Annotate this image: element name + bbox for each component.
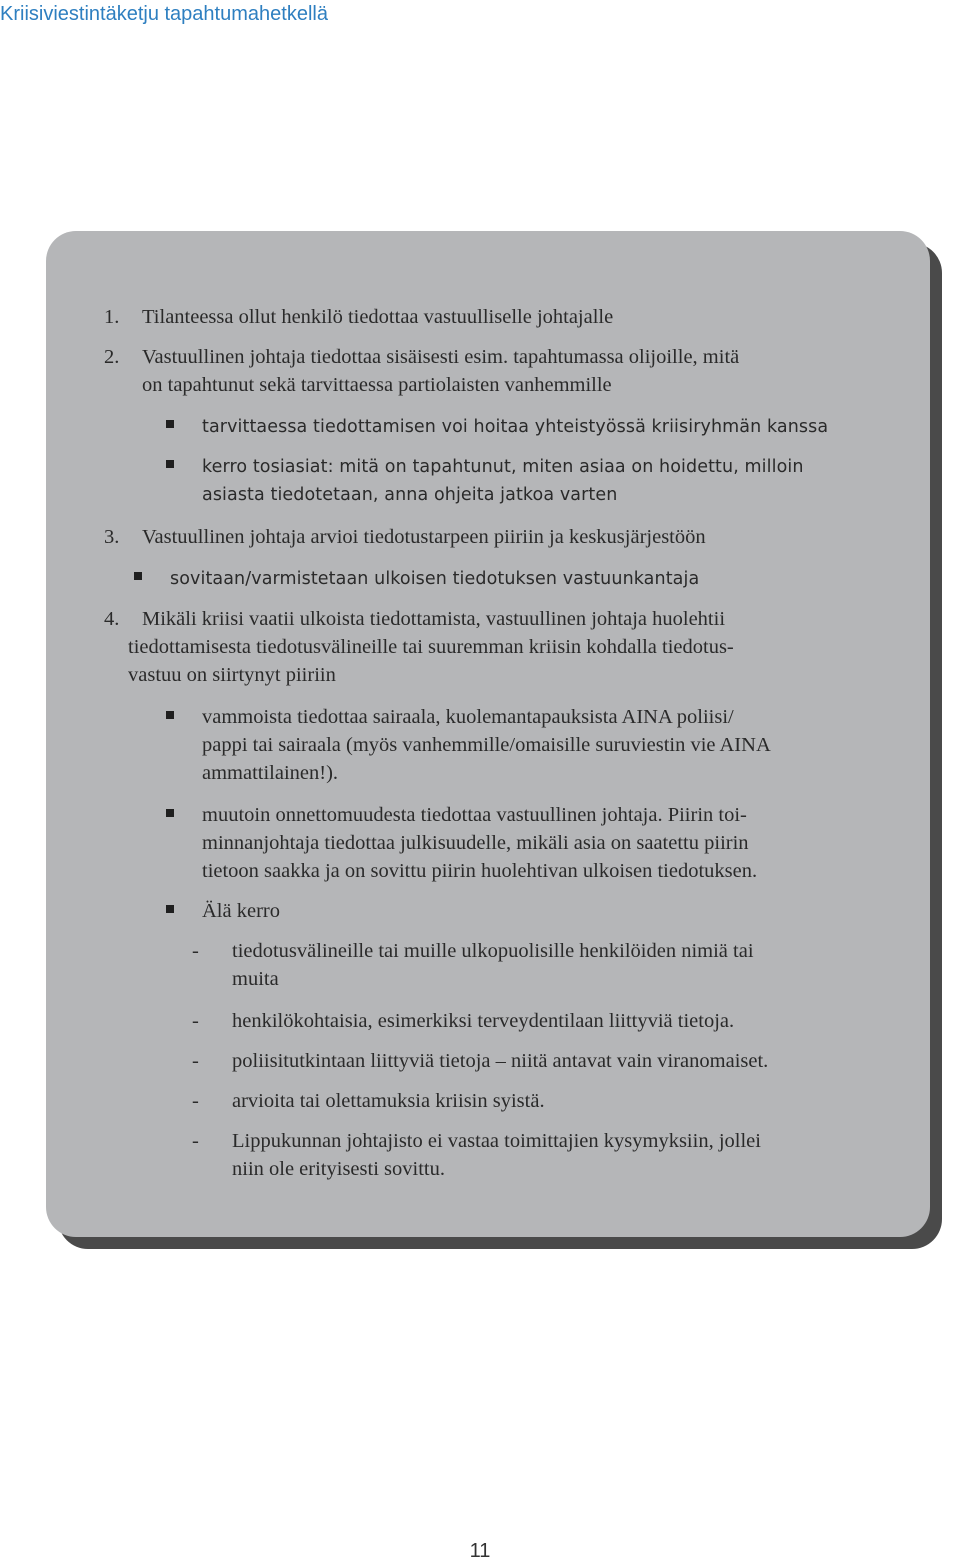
dash-item — [46, 1047, 930, 1075]
bullet-text: minnanjohtaja tiedottaa julkisuudelle, mikäli asia on saatettu piirin — [202, 832, 749, 854]
dash-item — [46, 1087, 930, 1115]
bullet-text: asiasta tiedotetaan, anna ohjeita jatkoa varten — [202, 485, 618, 505]
info-box-content — [46, 231, 930, 1237]
bullet-text: vammoista tiedottaa sairaala, kuolemantapauksista AINA poliisi/ — [202, 706, 734, 728]
bullet-item — [46, 565, 930, 593]
dash-text: muita — [232, 968, 279, 990]
square-bullet-icon — [166, 711, 174, 719]
bullet-text: muutoin onnettomuudesta tiedottaa vastuullinen johtaja. Piirin toi- — [202, 804, 747, 826]
bullet-item — [46, 453, 930, 509]
dash-item — [46, 1127, 930, 1183]
list-number: 2. — [104, 346, 120, 368]
list-number: 4. — [104, 608, 120, 630]
list-item-text: Mikäli kriisi vaatii ulkoista tiedottamista, vastuullinen johtaja huolehtii — [142, 608, 726, 630]
bullet-item — [46, 801, 930, 885]
square-bullet-icon — [134, 572, 142, 580]
bullet-text: kerro tosiasiat: mitä on tapahtunut, miten asiaa on hoidettu, milloin — [202, 457, 804, 477]
square-bullet-icon — [166, 905, 174, 913]
dash-text: Lippukunnan johtajisto ei vastaa toimittajien kysymyksiin, jollei — [232, 1130, 761, 1152]
page-number: 11 — [469, 1540, 491, 1562]
list-item-text: Vastuullinen johtaja tiedottaa sisäisesti esim. tapahtumassa olijoille, mitä — [142, 346, 740, 368]
list-item-3 — [46, 523, 930, 551]
bullet-item — [46, 897, 930, 925]
square-bullet-icon — [166, 420, 174, 428]
list-item-text: on tapahtunut sekä tarvittaessa partiolaisten vanhemmille — [142, 374, 612, 396]
dash-text: poliisitutkintaan liittyviä tietoja – niitä antavat vain viranomaiset. — [232, 1050, 769, 1072]
bullet-item — [46, 413, 930, 441]
dash-marker: - — [192, 1130, 199, 1152]
dash-text: arvioita tai olettamuksia kriisin syistä. — [232, 1090, 545, 1112]
bullet-text: sovitaan/varmistetaan ulkoisen tiedotuksen vastuunkantaja — [170, 569, 700, 589]
dash-item — [46, 1007, 930, 1035]
bullet-text: tarvittaessa tiedottamisen voi hoitaa yhteistyössä kriisiryhmän kanssa — [202, 417, 829, 437]
page-title: Kriisiviestintäketju tapahtumahetkellä — [0, 3, 328, 25]
dash-marker: - — [192, 1050, 199, 1072]
bullet-text: Älä kerro — [202, 900, 280, 922]
bullet-item — [46, 703, 930, 787]
square-bullet-icon — [166, 809, 174, 817]
list-item-text: vastuu on siirtynyt piiriin — [128, 664, 336, 686]
list-number: 3. — [104, 526, 120, 548]
list-item-4 — [46, 605, 930, 689]
dash-text: tiedotusvälineille tai muille ulkopuolisille henkilöiden nimiä tai — [232, 940, 754, 962]
bullet-text: pappi tai sairaala (myös vanhemmille/omaisille suruviestin vie AINA — [202, 734, 771, 756]
info-box — [46, 231, 930, 1237]
dash-marker: - — [192, 1010, 199, 1032]
list-number: 1. — [104, 306, 120, 328]
list-item-1 — [46, 303, 930, 331]
list-item-text: tiedottamisesta tiedotusvälineille tai suuremman kriisin kohdalla tiedotus- — [128, 636, 734, 658]
list-item-text: Tilanteessa ollut henkilö tiedottaa vastuulliselle johtajalle — [142, 306, 614, 328]
list-item-2 — [46, 343, 930, 399]
dash-marker: - — [192, 940, 199, 962]
square-bullet-icon — [166, 460, 174, 468]
bullet-text: tietoon saakka ja on sovittu piirin huolehtivan ulkoisen tiedotuksen. — [202, 860, 758, 882]
list-item-text: Vastuullinen johtaja arvioi tiedotustarpeen piiriin ja keskusjärjestöön — [142, 526, 706, 548]
dash-marker: - — [192, 1090, 199, 1112]
dash-text: henkilökohtaisia, esimerkiksi terveydentilaan liittyviä tietoja. — [232, 1010, 735, 1032]
bullet-text: ammattilainen!). — [202, 762, 339, 784]
dash-text: niin ole erityisesti sovittu. — [232, 1158, 445, 1180]
dash-item — [46, 937, 930, 993]
